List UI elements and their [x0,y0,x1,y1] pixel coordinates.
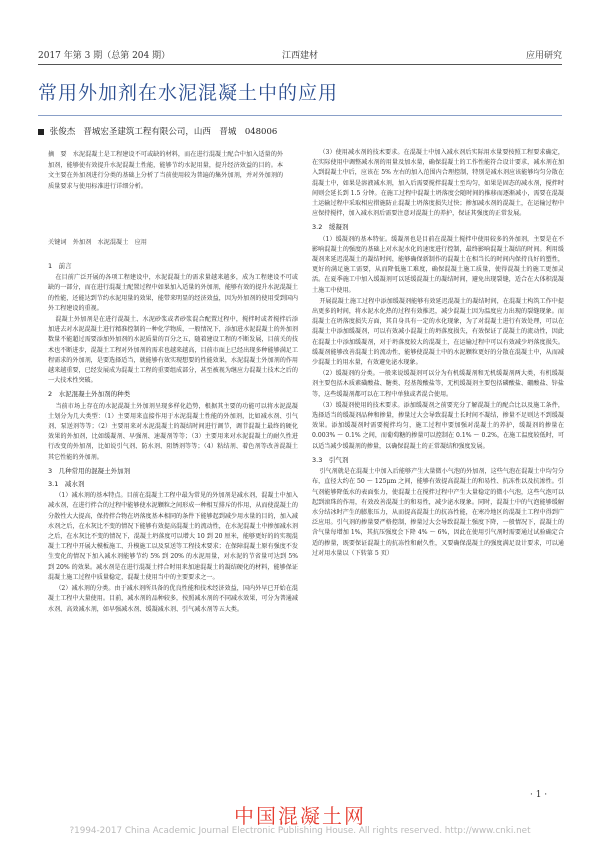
section-label: 应用研究 [525,51,562,61]
body-paragraph: 开展混凝土施工过程中添加缓凝剂能够有效延迟混凝土的凝结时间，在混凝土构筑工作中提出更多的时间，将水泥水化热的过程有效推迟，减少混凝土因为温度应力出现的裂缝现象。而混凝土在坍落度损失方面，其自身具有一定的水化现象，为了对混凝土进行有效处理，可以在混凝土中添加缓凝剂，可以有效减小混凝土的坍落度损失，有效保证了混凝土的流动性，因此在混凝土中添加缓凝剂，对于坍落度较大的混凝土，在运输过程中可以有效减少坍落度损失。缓凝剂能够改善混凝土的流动性，能够使混凝土中的水泥颗粒更好的分散在混凝土中，从而减少混凝土的用水量，有效避免泌水现象。 [312,297,564,367]
title-rule [38,115,562,116]
section-heading: 1 前言 [48,262,72,270]
page-header [38,44,562,64]
body-paragraph: 混凝土外加剂是在进行混凝土、水泥砂浆或者砂浆混合配置过程中，搅拌时或者搅拌后添加进去对水泥混凝土进行精准控制的一种化学物质，一般情况下，添加进水泥混凝土的外加剂数量不能超过需要添加外加剂的水泥质量的百分之五，随着建设工程的不断发展，目前关的技术也不断进步，混凝土工程对外加剂的需求也越来越高，目前市面上已经出现多种能够满足工程需求的外加剂，是要选择适当，就能够有效实现想要的性能效果，水泥混凝土外加剂的作用越来越重要，已经发展成为混凝土工程的重要组成部分，甚至被视为继应力混凝土技术之后的一大技术性突破。 [48,316,298,385]
issue-label: 2017 年第 3 期（总第 204 期） [38,51,171,61]
body-paragraph: （3）使用减水剂的技术要求。在混凝土中加入减水剂后实际用水量要按照工程要求确定，在实际使用中调整减水剂的用量及加水量，确保混凝土的工作性能符合设计要求，减水剂在加入到混凝土中后，应该在 5% 左右的加入范围内合理控制，特别是减水剂应该能够均匀分散在混凝土中，如果是溶液减水剂，加入后需要搅拌混凝土至均匀，如果是固态的减水剂，搅拌时间则会延长到 1.5 分钟。在施工过程中混凝土坍落度会随时间的推移而逐渐减小，需要在混凝土运输过程中采取相应措施防止混凝土坍落度损失过快；掺加减水剂的混凝土，在运输过程中应保持搅拌，加入减水剂后需要注意对混凝土的养护，保证其强度的正常发展。 [312,149,564,218]
body-paragraph: （1）减水剂的基本特点。目前在混凝土工程中最为常见的外加剂是减水剂，混凝土中加入减水剂，在进行拌合的过程中能够使水泥颗粒之间形成一种相互排斥的作用，从而使混凝土的分散性大大提高，保持拌合物在坍落度基本相同的条件下能够起到减少用水量的目的，加入减水剂之后，在水灰比不变的情况下能够有效提高混凝土的流动性，在水泥混凝土中掺加减水剂之后，在水灰比不变的情况下，混凝土坍落度可以增大 10 到 20 厘米，能够更好的的实现混凝土工程中开展大模板施工、升模施工以及泵送等工程技术要求；在保障混凝土原有强度不发生变化的情况下加入减水剂能够节约 5% 到 20% 的水泥用量，对水泥的节省量可达到 5% 到 20% 的效果。减水剂是在进行混凝土拌合时用来加速混凝土的凝结硬化的材料，能够保证混凝土施工过程中质量稳定，混凝土使用当中的主要要求之一。 [48,492,298,581]
article-title: 常用外加剂在水泥混凝土中的应用 [38,82,339,104]
page-number: · 1 · [530,790,548,800]
keywords: 关键词 外加剂 水泥混凝土 应用 [48,239,147,246]
author-name: 张俊杰 [49,127,76,137]
body-paragraph: 引气剂就是在混凝土中加入后能够产生大量微小气泡的外加剂，这些气泡在混凝土中均匀分布，直径大约在 50 ～ 125μm 之间，能够有效提高混凝土的和易性、抗冻性以及抗渗性。引气剂能够降低水的表面张力，使混凝土在搅拌过程中产生大量稳定的微小气泡，这些气泡可以起到滚珠的作用，有效改善混凝土的和易性，减少泌水现象。同时，混凝土中的气泡能够缓解水分结冰时产生的膨胀压力，从而提高混凝土的抗冻性能，在寒冷地区的混凝土工程中得到广泛应用。引气剂的掺量要严格控制，掺量过大会导致混凝土强度下降，一般情况下，混凝土的含气量每增加 1%，其抗压强度会下降 4% ～ 6%，因此在使用引气剂时需要通过试验确定合适的掺量，既要保证混凝土的抗冻性和耐久性，又要确保混凝土的强度满足设计要求，可以通过对用水量以（下转第 5 页） [312,468,564,557]
body-paragraph: （2）减水剂的分类。由于减水剂所具备的优良性能和技术经济效益，国内外早已开始在混凝土工程中大量使用。目前，减水剂的品种较多，按照减水剂的不同减水效果，可分为普通减水剂、高效减水剂，如早强减水剂、缓凝减水剂、引气减水剂等五大类。 [48,585,298,613]
body-paragraph: （2）缓凝剂的分类。一般来说缓凝剂可以分为有机缓凝剂和无机缓凝剂两大类，有机缓凝剂主要包括木质素磺酸盐、糖类、羟基羧酸盐等，无机缓凝剂主要包括磷酸盐、硼酸盐、锌盐等，这些缓凝剂都可以在工程中单独或者混合使用。 [312,370,564,398]
abstract: 摘 要 水泥混凝土是工程建设不可或缺的材料，而在进行混凝土配合中加入适量的外加剂，能够使有效提升水泥混凝土性能，能够节约水泥用量，提升经济效益的目的。本文主要在外加剂进行分类的基础上分析了当前使用较为普遍的集外加剂，并对外加剂的质量要求与使用标准进行详细分析。 [48,151,284,190]
section-heading: 3.3 引气剂 [312,455,349,464]
section-heading: 3.1 减水剂 [48,480,85,489]
left-column [48,258,298,616]
section-heading: 3.2 缓凝剂 [312,223,349,232]
header-rule [38,64,562,65]
journal-name: 江西建材 [281,51,318,61]
section-heading: 3 几种常用的混凝土外加剂 [48,466,131,475]
section-heading: 2 水泥混凝土外加剂的种类 [48,390,131,399]
watermark: 中国混凝土网 [234,804,366,828]
body-paragraph: （1）缓凝剂的基本特征。缓凝剂也是目前在混凝土搅拌中使用较多的外加剂，主要是在不影响混凝土的强度的基础上对水泥水化的速度进行控制，最终影响混凝土凝结的时间。利用缓凝剂来延迟混凝土的凝结时间，能够确保新制作的混凝土在相当长的时间内保持良好的塑性，更好的满足施工需要，从而降低施工难度，确保混凝土施工质量，使得混凝土的施工更加灵活。在夏季施工中加入缓凝剂可以延缓混凝土的凝结时间，避免出现裂缝，适合在大体积混凝土施工中使用。 [312,235,564,294]
square-bullet-icon [38,129,44,135]
copyright-footer: ?1994-2017 China Academic Journal Electronic Publishing House. All rights reserved. http://www.cnki.net [69,826,531,836]
body-paragraph: 当前市场上存在的水泥混凝土外加剂呈现多样化趋势，根据其主要的功能可以将水泥混凝土划分为几大类型：（1）主要用来直接作用于水泥混凝土性能的外加剂，比如减水剂、引气剂、泵送剂等等；（2）主要用来对水泥混凝土的凝结时间进行调节，调节混凝土最终的硬化效果的外加剂，比如缓凝剂、早强剂、速凝剂等等；（3）主要用来对水泥混凝土的耐久性进行改变的外加剂，比如说引气剂、防水剂、阻锈剂等等；（4）粘结剂、着色剂等改善混凝土其它性能的外加剂。 [48,402,298,461]
body-paragraph: （3）缓凝剂使用的技术要求。添加缓凝剂之前要充分了解混凝土的配合比以及施工条件，选择适当的缓凝剂品种和掺量，掺量过大会导致混凝土长时间不凝结，掺量不足则达不到缓凝效果。添加缓凝剂时需要搅拌均匀，施工过程中要加强对混凝土的养护，缓凝剂的掺量在 0.003% ～ 0.1% 之间，而葡萄糖的掺量可以控制在 0.1% ～ 0.2%，在施工温度较低时，可以适当减少缓凝剂的掺量，以确保混凝土的正常凝结和强度发展。 [312,401,564,450]
author-affiliation: 晋城宏圣建筑工程有限公司，山西 晋城 048006 [83,127,278,137]
body-paragraph: 在目前广泛开展的各项工程建设中，水泥混凝土的需求量越来越多，成为工程建设不可或缺的一部分，而在进行混凝土配置过程中如果加入适量的外加剂，能够有效的提升水泥混凝土的性能，还能达到节约水泥用量的效果，能带来明显的经济效益，因为外加剂的使用受到国内外工程建设的重视。 [48,274,298,312]
author-line [38,125,277,137]
right-column [312,148,564,560]
